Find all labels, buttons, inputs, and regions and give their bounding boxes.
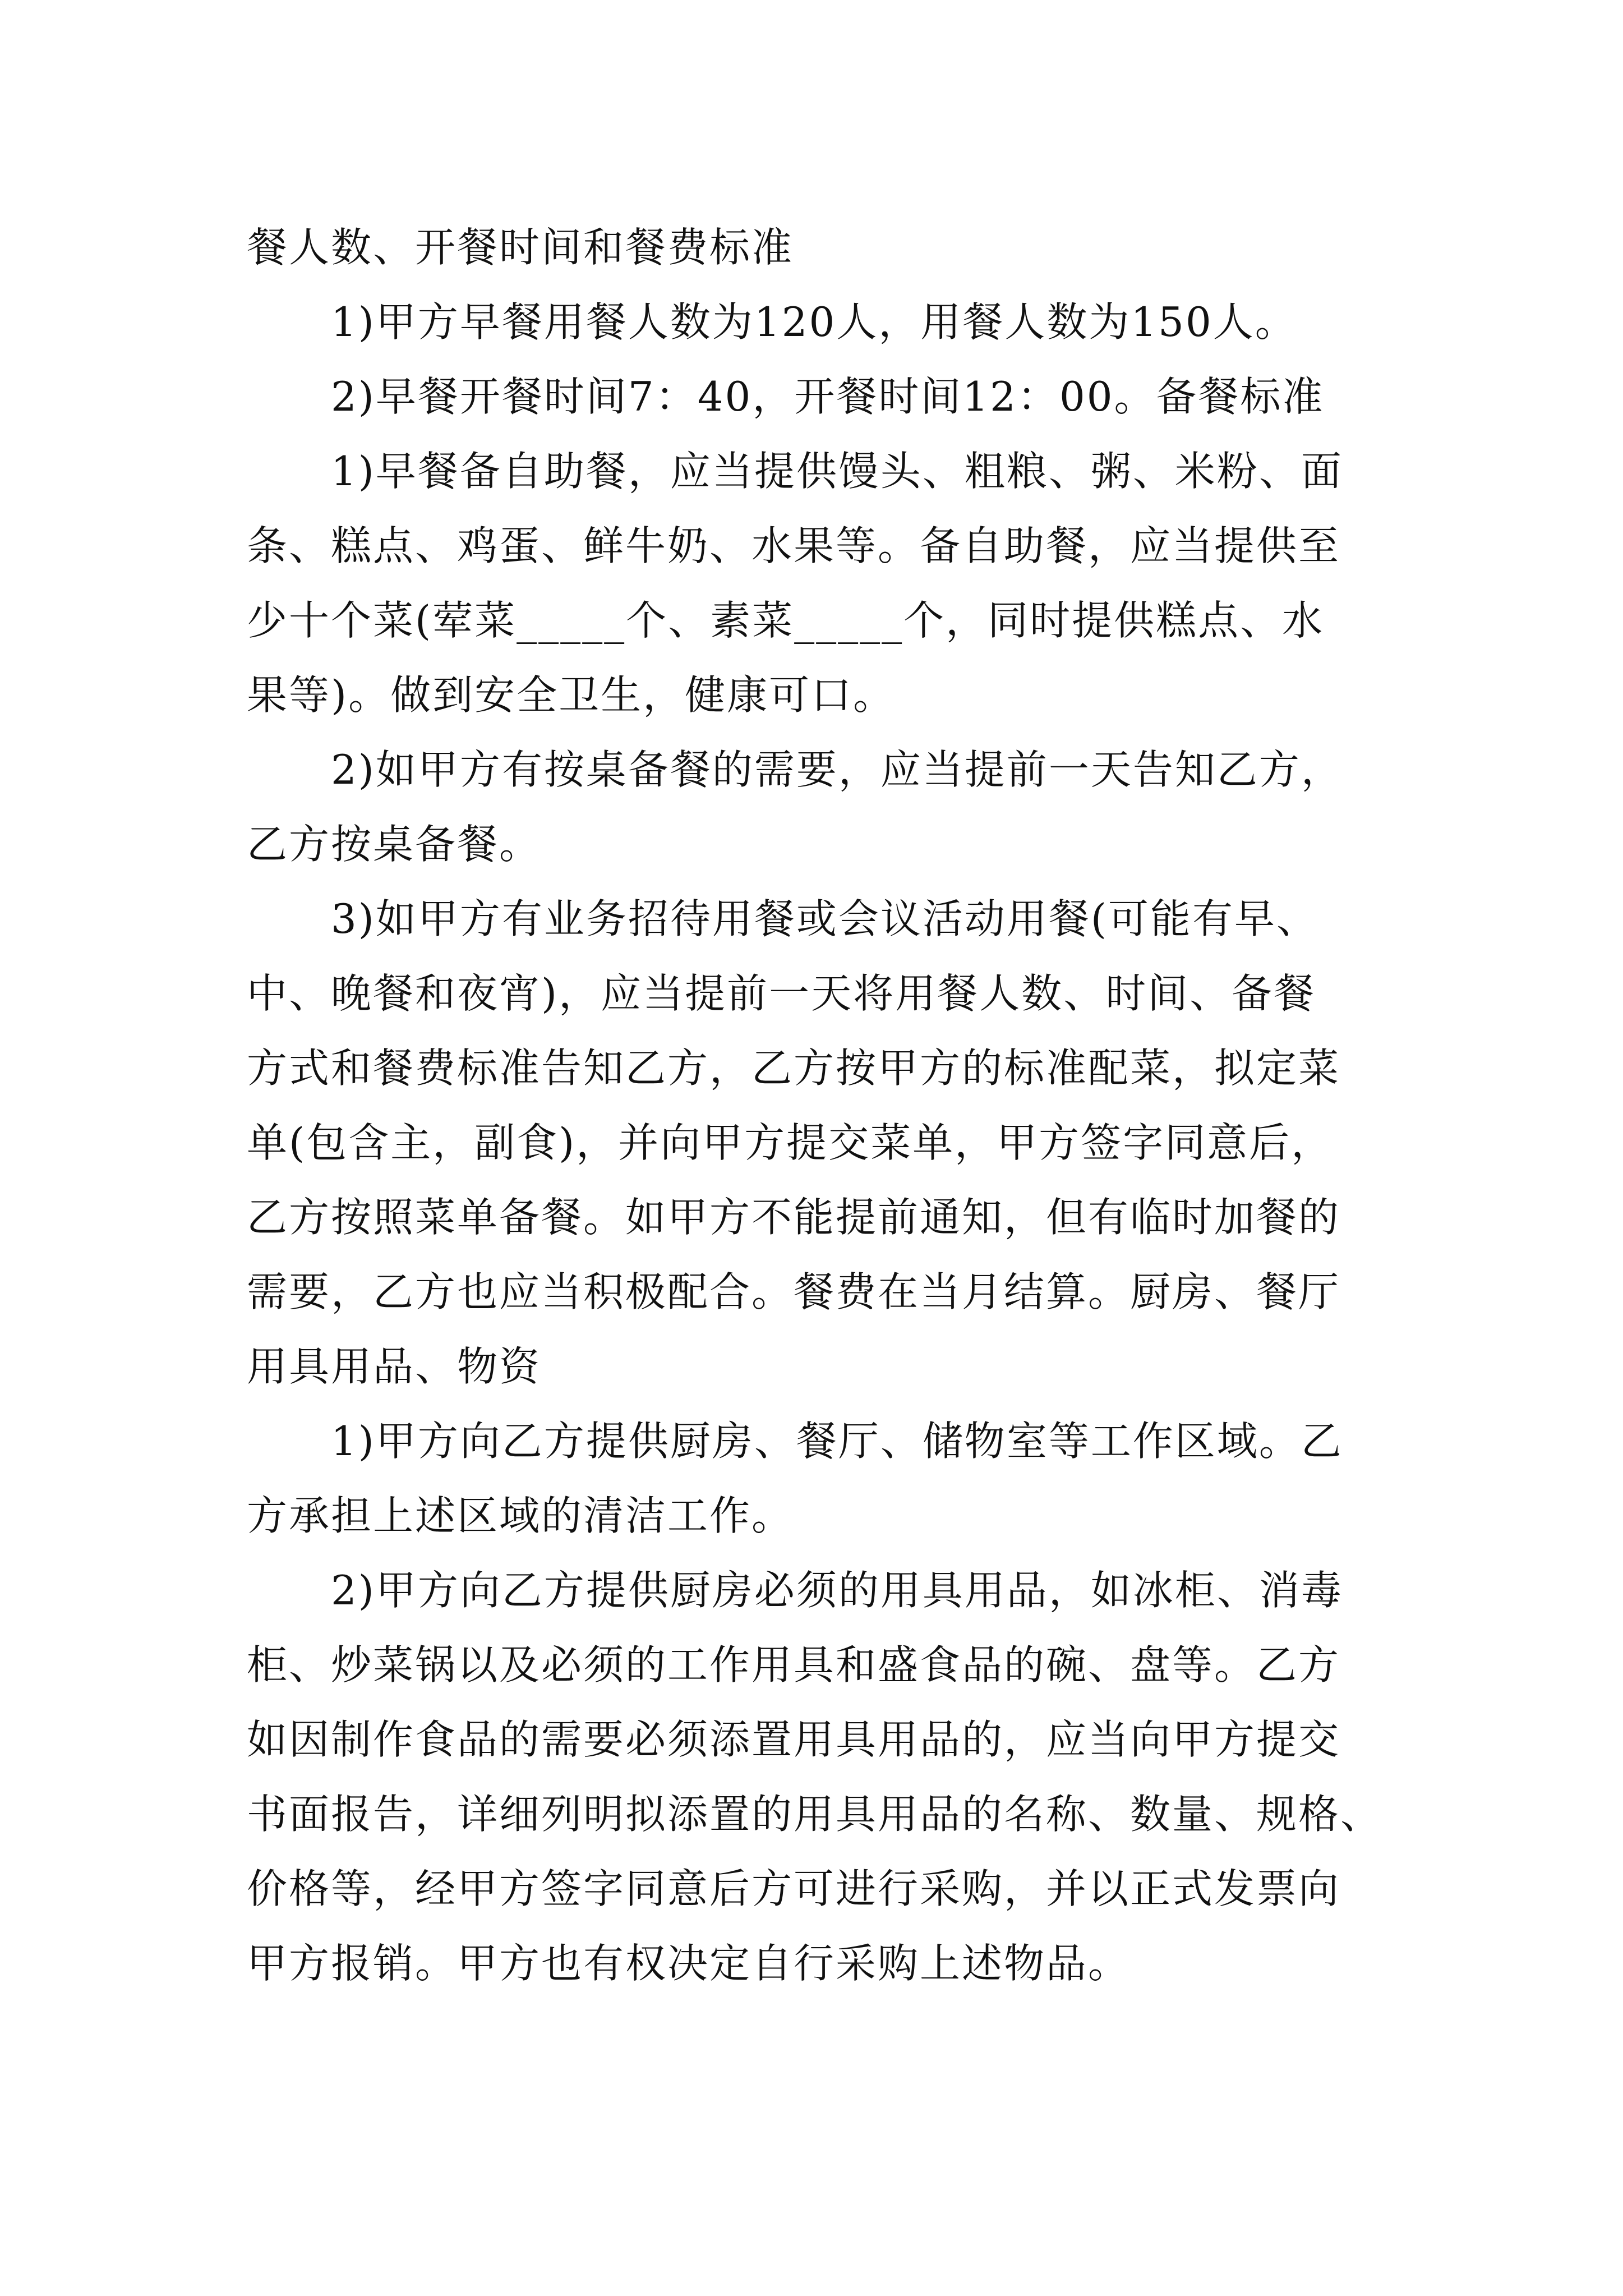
paragraph-line: 单(包含主，副食)，并向甲方提交菜单，甲方签字同意后，: [247, 1119, 1334, 1166]
paragraph-line: 甲方报销。甲方也有权决定自行采购上述物品。: [247, 1940, 1131, 1987]
paragraph-line: 方承担上述区域的清洁工作。: [247, 1492, 794, 1539]
paragraph-line: 方式和餐费标准告知乙方，乙方按甲方的标准配菜，拟定菜: [247, 1045, 1341, 1092]
paragraph-line: 如因制作食品的需要必须添置用具用品的，应当向甲方提交: [247, 1716, 1341, 1763]
paragraph-line: 价格等，经甲方签字同意后方可进行采购，并以正式发票向: [247, 1865, 1341, 1912]
paragraph-line: 柜、炒菜锅以及必须的工作用具和盛食品的碗、盘等。乙方: [247, 1641, 1341, 1688]
paragraph-line: 用具用品、物资: [247, 1343, 542, 1390]
paragraph-line: 条、糕点、鸡蛋、鲜牛奶、水果等。备自助餐，应当提供至: [247, 522, 1341, 569]
paragraph-line: 2)早餐开餐时间7：40，开餐时间12：00。备餐标准: [331, 373, 1325, 420]
paragraph-line: 1)甲方向乙方提供厨房、餐厅、储物室等工作区域。乙: [331, 1418, 1343, 1465]
paragraph-line: 需要，乙方也应当积极配合。餐费在当月结算。厨房、餐厅: [247, 1268, 1341, 1315]
paragraph-line: 餐人数、开餐时间和餐费标准: [247, 224, 794, 271]
document-body: [247, 210, 1385, 2001]
paragraph-line: 1)甲方早餐用餐人数为120人，用餐人数为150人。: [331, 298, 1297, 346]
paragraph-line: 少十个菜(荤菜_____个、素菜_____个，同时提供糕点、水: [247, 597, 1325, 644]
paragraph-line: 2)甲方向乙方提供厨房必须的用具用品，如冰柜、消毒: [331, 1567, 1343, 1614]
paragraph-line: 2)如甲方有按桌备餐的需要，应当提前一天告知乙方，: [331, 746, 1343, 793]
paragraph-line: 乙方按桌备餐。: [247, 821, 542, 868]
paragraph-line: 1)早餐备自助餐，应当提供馒头、粗粮、粥、米粉、面: [331, 448, 1343, 495]
paragraph-line: 中、晚餐和夜宵)，应当提前一天将用餐人数、时间、备餐: [247, 970, 1316, 1017]
paragraph-line: 果等)。做到安全卫生，健康可口。: [247, 671, 896, 719]
paragraph-line: 乙方按照菜单备餐。如甲方不能提前通知，但有临时加餐的: [247, 1194, 1341, 1241]
paragraph-line: 书面报告，详细列明拟添置的用具用品的名称、数量、规格、: [247, 1791, 1383, 1838]
paragraph-line: 3)如甲方有业务招待用餐或会议活动用餐(可能有早、: [331, 895, 1318, 942]
